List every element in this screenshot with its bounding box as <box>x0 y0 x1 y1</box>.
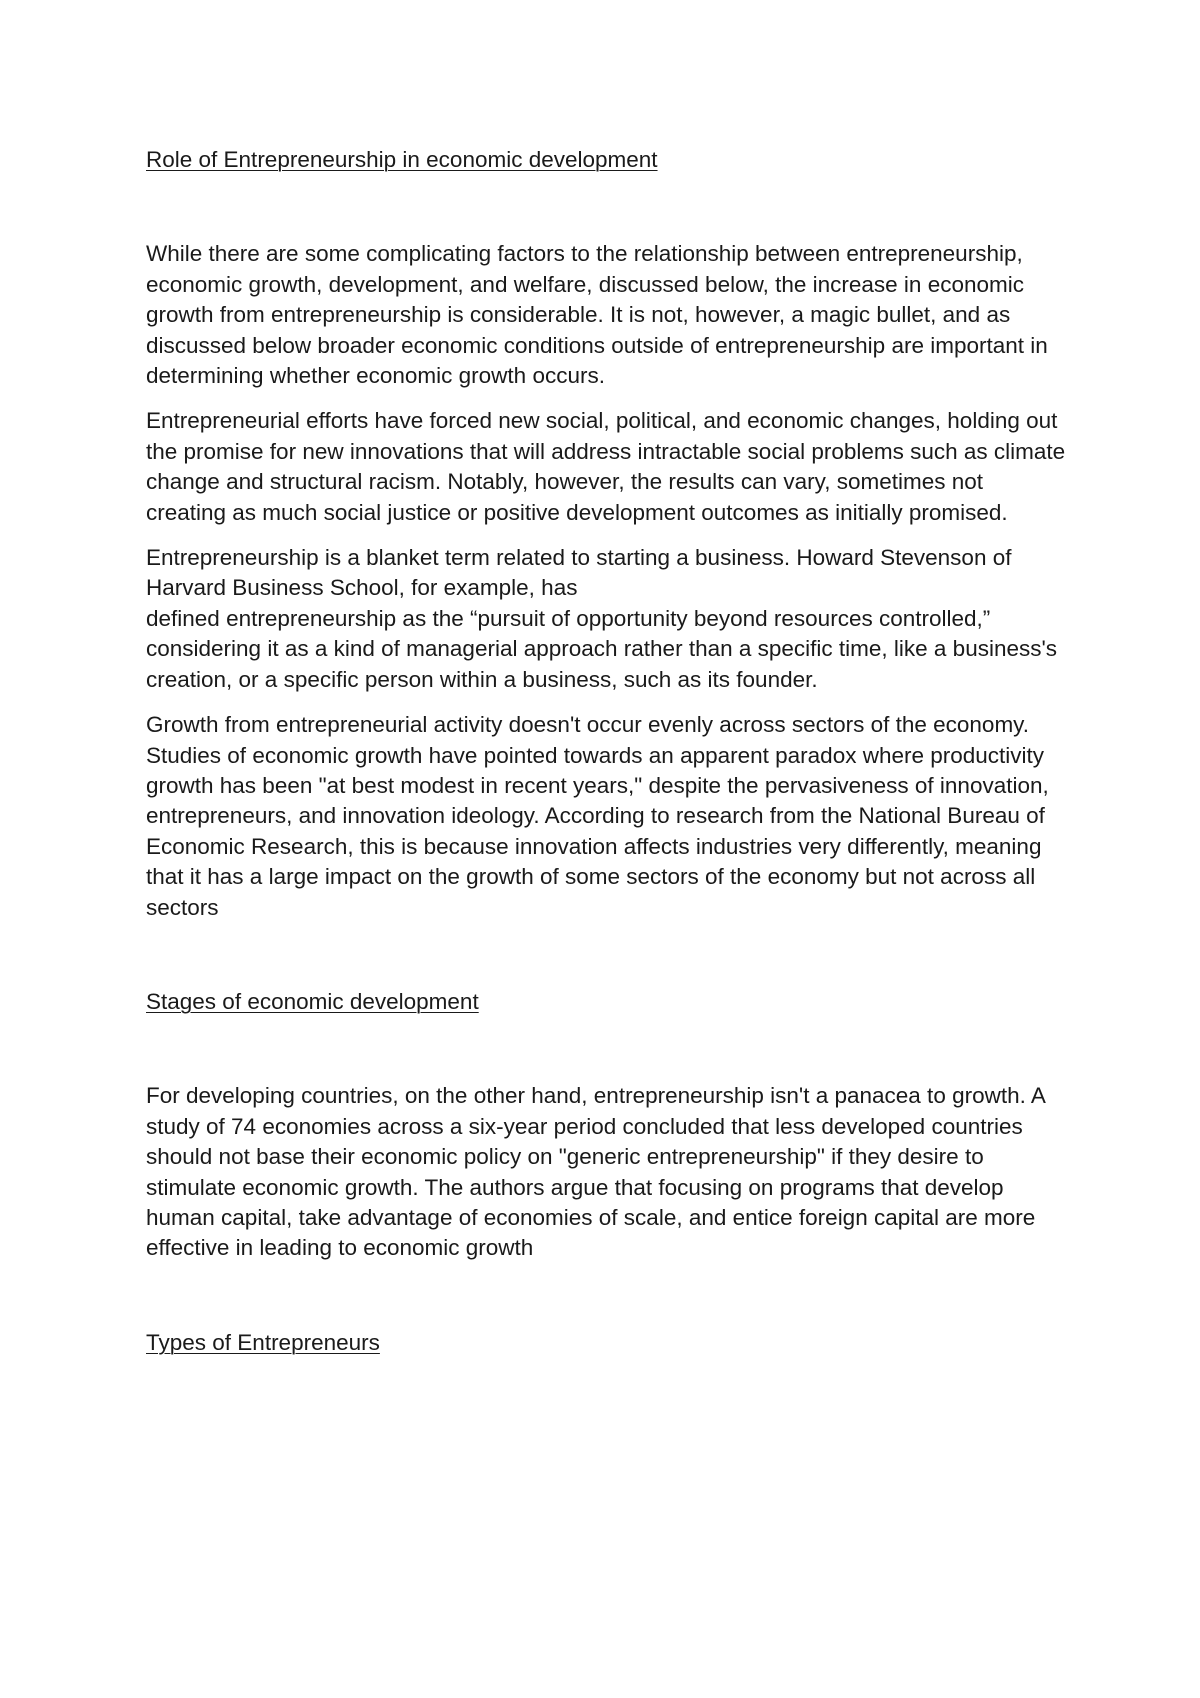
document-body <box>146 145 1066 1358</box>
paragraph-complicating-factors: While there are some complicating factors to the relationship between entrepreneurship, economic growth, development, and welfare, discussed below, the increase in economic growth from entrepreneurship is considerable. It is not, however, a magic bullet, and as discussed below broader economic conditions outside of entrepreneurship are important in determining whether economic growth occurs. <box>146 241 1048 389</box>
section-heading-role: Role of Entrepreneurship in economic development <box>146 147 658 172</box>
section-heading-stages: Stages of economic development <box>146 988 479 1014</box>
paragraph-uneven-growth: Growth from entrepreneurial activity doesn't occur evenly across sectors of the economy. Studies of economic growth have pointed towards an apparent paradox where productivity growth has been "at best modest in recent years," despite the pervasiveness of innovation, entrepreneurs, and innovation ideology. According to research from the National Bureau of Economic Research, this is because innovation affects industries very differently, meaning that it has a large impact on the growth of some sectors of the economy but not across all sectors <box>146 712 1049 920</box>
paragraph-blanket-term <box>146 543 1066 695</box>
paragraph-blanket-term-line-2: defined entrepreneurship as the “pursuit of opportunity beyond resources controlled,” considering it as a kind of managerial approach rather than a specific time, like a business's creation, or a specific person within a business, such as its founder. <box>146 605 1058 692</box>
paragraph-developing-countries: For developing countries, on the other hand, entrepreneurship isn't a panacea to growth. A study of 74 economies across a six-year period concluded that less developed countries should not base their economic policy on "generic entrepreneurship" if they desire to stimulate economic growth. The authors argue that focusing on programs that develop human capital, take advantage of economies of scale, and entice foreign capital are more effective in leading to economic growth <box>146 1083 1045 1261</box>
paragraph-blanket-term-line-1: Entrepreneurship is a blanket term related to starting a business. Howard Stevenson of Harvard Business School, for example, has <box>146 545 1012 601</box>
section-heading-types: Types of Entrepreneurs <box>146 1329 380 1355</box>
paragraph-entrepreneurial-efforts: Entrepreneurial efforts have forced new social, political, and economic changes, holding out the promise for new innovations that will address intractable social problems such as climate change and structural racism. Notably, however, the results can vary, sometimes not creating as much social justice or positive development outcomes as initially promised. <box>146 408 1066 525</box>
